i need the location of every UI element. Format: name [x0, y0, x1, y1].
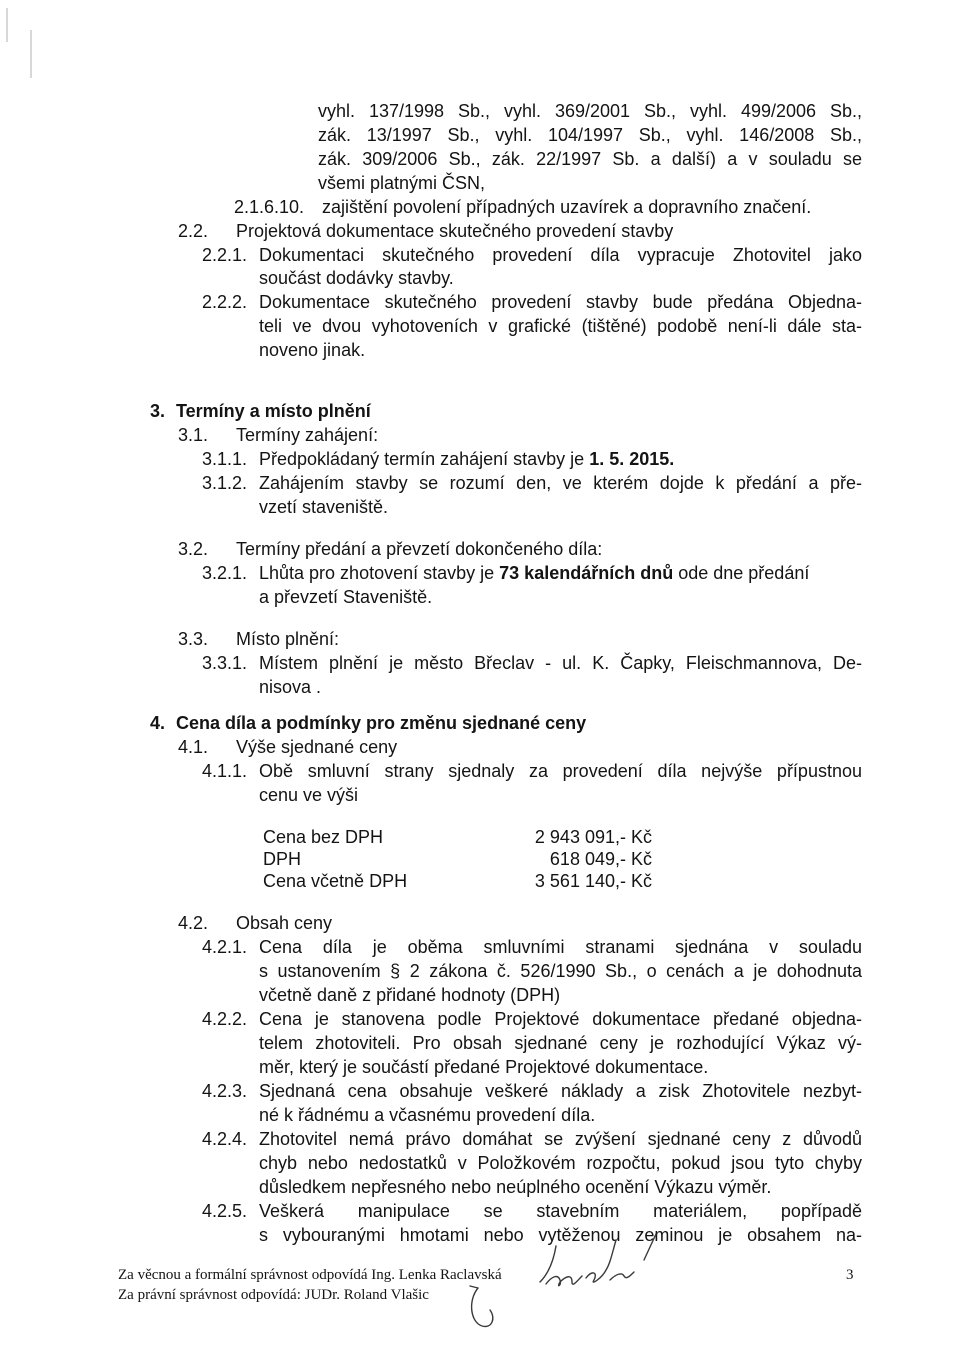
chapter-title: Cena díla a podmínky pro změnu sjednané ceny: [176, 713, 587, 733]
paragraph-line: součást dodávky stavby.: [259, 268, 454, 288]
section-number: 2.1.6.10.: [234, 197, 305, 217]
section-number: 3.2.: [178, 539, 209, 559]
price-label: DPH: [263, 849, 302, 869]
paragraph-line: noveno jinak.: [259, 340, 366, 360]
section-number: 3.3.1.: [202, 653, 248, 673]
section-heading: Termíny zahájení:: [236, 425, 379, 445]
paragraph-line: Místem plnění je město Břeclav - ul. K. Čapky, Fleischmannova, De-: [259, 653, 862, 673]
price-label: Cena bez DPH: [263, 827, 384, 847]
page-number: 3: [846, 1267, 854, 1283]
section-number: 3.1.2.: [202, 473, 248, 493]
deadline-label: Lhůta pro zhotovení stavby je: [259, 563, 500, 583]
section-number: 3.1.: [178, 425, 209, 445]
chapter-number: 3.: [150, 401, 166, 421]
paragraph-line: Zahájením stavby se rozumí den, ve kterém dojde k předání a pře-: [259, 473, 862, 493]
section-heading: Výše sjednané ceny: [236, 737, 398, 757]
paragraph-line: měr, který je součástí předané Projektové dokumentace.: [259, 1057, 709, 1077]
start-date-label: Předpokládaný termín zahájení stavby je: [259, 449, 590, 469]
paragraph-line: telem zhotoviteli. Pro obsah sjednané ceny je rozhodující Výkaz vý-: [259, 1033, 862, 1053]
paragraph-line: včetně daně z přidané hodnoty (DPH): [259, 985, 561, 1005]
paragraph-line: Dokumentace skutečného provedení stavby bude předána Objedna-: [259, 292, 862, 312]
paragraph-line: Dokumentaci skutečného provedení díla vypracuje Zhotovitel jako: [259, 245, 862, 265]
section-number: 4.2.3.: [202, 1081, 248, 1101]
paragraph-line: s vybouranými hmotami nebo vytěženou zeminou je obsahem na-: [259, 1225, 862, 1245]
paragraph-line: né k řádnému a včasnému provedení díla.: [259, 1105, 596, 1125]
section-number: 2.2.2.: [202, 292, 248, 312]
price-value: 3 561 140,- Kč: [534, 871, 652, 891]
scan-edge-mark: [30, 30, 32, 78]
section-heading: Místo plnění:: [236, 629, 340, 649]
handwritten-signature: [460, 1230, 660, 1340]
chapter-title: Termíny a místo plnění: [176, 401, 371, 421]
section-number: 3.2.1.: [202, 563, 248, 583]
paragraph-line: Obě smluvní strany sjednaly za provedení díla nejvýše přípustnou: [259, 761, 862, 781]
section-heading: Obsah ceny: [236, 913, 333, 933]
section-heading: Projektová dokumentace skutečného provedení stavby: [236, 221, 674, 241]
intro-line: všemi platnými ČSN,: [318, 173, 486, 193]
footer-responsibility-line: Za věcnou a formální správnost odpovídá Ing. Lenka Raclavská: [118, 1267, 502, 1283]
deadline-days: 73 kalendářních dnů: [499, 563, 674, 583]
intro-line: zák. 309/2006 Sb., zák. 22/1997 Sb. a další) a v souladu se: [318, 149, 862, 169]
footer-legal-line: Za právní správnost odpovídá: JUDr. Roland Vlašic: [118, 1287, 429, 1303]
section-number: 4.1.1.: [202, 761, 248, 781]
intro-line: vyhl. 137/1998 Sb., vyhl. 369/2001 Sb., vyhl. 499/2006 Sb.,: [318, 101, 862, 121]
section-number: 4.2.5.: [202, 1201, 248, 1221]
intro-line: zák. 13/1997 Sb., vyhl. 104/1997 Sb., vyhl. 146/2008 Sb.,: [318, 125, 862, 145]
chapter-number: 4.: [150, 713, 166, 733]
section-number: 4.2.2.: [202, 1009, 248, 1029]
paragraph-line: nisova .: [259, 677, 322, 697]
paragraph-line: Cena je stanovena podle Projektové dokumentace předané objedna-: [259, 1009, 862, 1029]
section-number: 4.2.4.: [202, 1129, 248, 1149]
paragraph-line: Zhotovitel nemá právo domáhat se zvýšení sjednané ceny z důvodů: [259, 1129, 862, 1149]
paragraph-line: s ustanovením § 2 zákona č. 526/1990 Sb., o cenách a je dohodnuta: [259, 961, 862, 981]
section-number: 4.2.1.: [202, 937, 248, 957]
paragraph-line: [259, 448, 674, 470]
section-heading: Termíny předání a převzetí dokončeného díla:: [236, 539, 603, 559]
price-label: Cena včetně DPH: [263, 871, 408, 891]
section-number: 2.2.: [178, 221, 209, 241]
section-number: 2.2.1.: [202, 245, 248, 265]
section-number: 4.2.: [178, 913, 209, 933]
section-number: 4.1.: [178, 737, 209, 757]
paragraph-line: Cena díla je oběma smluvními stranami sjednána v souladu: [259, 937, 862, 957]
paragraph-line: důsledkem nepřesného nebo neúplného ocenění Výkazu výměr.: [259, 1177, 772, 1197]
paragraph-line: Veškerá manipulace se stavebním materiálem, popřípadě: [259, 1201, 862, 1221]
deadline-suffix: ode dne předání: [673, 563, 810, 583]
section-number: 3.1.1.: [202, 449, 248, 469]
paragraph-line: teli ve dvou vyhotoveních v grafické (tištěné) podobě není-li dále sta-: [259, 316, 862, 336]
section-text: zajištění povolení případných uzavírek a dopravního značení.: [322, 197, 812, 217]
price-value: 2 943 091,- Kč: [534, 827, 652, 847]
price-value: 618 049,- Kč: [549, 849, 652, 869]
scan-edge-mark: [6, 8, 8, 42]
paragraph-line: a převzetí Staveniště.: [259, 587, 433, 607]
section-number: 3.3.: [178, 629, 209, 649]
start-date: 1. 5. 2015.: [589, 449, 675, 469]
paragraph-line: [259, 562, 809, 584]
paragraph-line: chyb nebo nedostatků v Položkovém rozpočtu, pokud jsou tyto chyby: [259, 1153, 862, 1173]
paragraph-line: vzetí staveniště.: [259, 497, 389, 517]
paragraph-line: cenu ve výši: [259, 785, 359, 805]
paragraph-line: Sjednaná cena obsahuje veškeré náklady a zisk Zhotovitele nezbyt-: [259, 1081, 862, 1101]
